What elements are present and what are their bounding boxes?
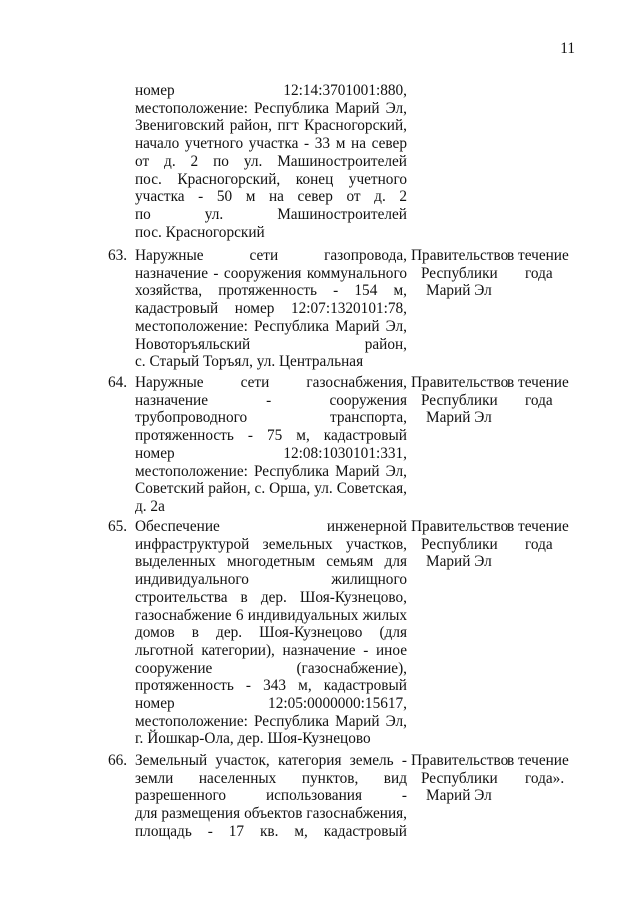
entry-number: 65. bbox=[108, 518, 128, 535]
text-line: от д. 2 по ул. Машиностроителей bbox=[135, 152, 407, 170]
text-line: трубопроводного транспорта, bbox=[135, 409, 407, 427]
text-line: д. 2а bbox=[135, 497, 165, 515]
text-line: назначение - сооружения коммунального bbox=[135, 264, 407, 282]
text-line: протяженность - 75 м, кадастровый bbox=[135, 427, 407, 445]
deadline-line: в течение bbox=[507, 247, 569, 264]
text-line: газоснабжение 6 индивидуальных жилых bbox=[135, 606, 407, 624]
text-line: номер 12:14:3701001:880, bbox=[135, 82, 407, 99]
text-line: Земельный участок, категория земель - bbox=[135, 752, 407, 769]
entry-description bbox=[135, 247, 407, 371]
text-line: номер 12:08:1030101:331, bbox=[135, 444, 407, 462]
continuation-text bbox=[135, 82, 407, 241]
deadline-line: в течение bbox=[507, 518, 569, 535]
page-number: 11 bbox=[560, 40, 575, 57]
text-line: с. Старый Торъял, ул. Центральная bbox=[135, 353, 364, 371]
org-line: Республики bbox=[421, 391, 498, 409]
text-line: выделенных многодетным семьям для bbox=[135, 553, 407, 571]
text-line: строительства в дер. Шоя-Кузнецово, bbox=[135, 588, 407, 606]
text-line: Наружные сети газоснабжения, bbox=[135, 374, 407, 391]
deadline-line: в течение bbox=[507, 752, 569, 769]
entry-number: 64. bbox=[108, 374, 128, 391]
org-line: Правительство bbox=[411, 374, 509, 391]
text-line: местоположение: Республика Марий Эл, bbox=[135, 462, 407, 480]
org-line: Республики bbox=[421, 264, 498, 282]
text-line: хозяйства, протяженность - 154 м, bbox=[135, 282, 407, 300]
text-line: индивидуального жилищного bbox=[135, 571, 407, 589]
org-line: Марий Эл bbox=[426, 553, 492, 571]
text-line: домов в дер. Шоя-Кузнецово (для bbox=[135, 624, 407, 642]
text-line: Звениговский район, пгт Красногорский, bbox=[135, 117, 407, 135]
entry-number: 63. bbox=[108, 247, 128, 264]
text-line: площадь - 17 кв. м, кадастровый bbox=[135, 822, 407, 840]
text-line: разрешенного использования - bbox=[135, 787, 407, 805]
entry-description bbox=[135, 518, 407, 748]
text-line: пос. Красногорский bbox=[135, 223, 265, 241]
text-line: назначение - сооружения bbox=[135, 391, 407, 409]
deadline-line: года bbox=[525, 535, 553, 553]
text-line: участка - 50 м на север от д. 2 bbox=[135, 188, 407, 206]
text-line: пос. Красногорский, конец учетного bbox=[135, 170, 407, 188]
text-line: для размещения объектов газоснабжения, bbox=[135, 805, 407, 823]
text-line: по ул. Машиностроителей bbox=[135, 205, 407, 223]
org-line: Республики bbox=[421, 535, 498, 553]
org-line: Правительство bbox=[411, 247, 509, 264]
org-line: Марий Эл bbox=[426, 787, 492, 805]
text-line: Наружные сети газопровода, bbox=[135, 247, 407, 264]
text-line: номер 12:05:0000000:15617, bbox=[135, 695, 407, 713]
text-line: Советский район, с. Орша, ул. Советская, bbox=[135, 480, 407, 498]
entry-number: 66. bbox=[108, 752, 128, 769]
deadline-line: года bbox=[525, 264, 553, 282]
text-line: г. Йошкар-Ола, дер. Шоя-Кузнецово bbox=[135, 730, 371, 748]
entry-description bbox=[135, 752, 407, 841]
text-line: кадастровый номер 12:07:1320101:78, bbox=[135, 300, 407, 318]
org-line: Марий Эл bbox=[426, 409, 492, 427]
text-line: льготной категории), назначение - иное bbox=[135, 641, 407, 659]
deadline-line: в течение bbox=[507, 374, 569, 391]
text-line: сооружение (газоснабжение), bbox=[135, 659, 407, 677]
deadline-line: года». bbox=[525, 769, 565, 787]
org-line: Республики bbox=[421, 769, 498, 787]
text-line: местоположение: Республика Марий Эл, bbox=[135, 712, 407, 730]
org-line: Правительство bbox=[411, 752, 509, 769]
text-line: земли населенных пунктов, вид bbox=[135, 769, 407, 787]
org-line: Правительство bbox=[411, 518, 509, 535]
org-line: Марий Эл bbox=[426, 282, 492, 300]
text-line: местоположение: Республика Марий Эл, bbox=[135, 99, 407, 117]
deadline-line: года bbox=[525, 391, 553, 409]
entry-description bbox=[135, 374, 407, 516]
text-line: инфраструктурой земельных участков, bbox=[135, 535, 407, 553]
text-line: Обеспечение инженерной bbox=[135, 518, 407, 535]
text-line: Новоторъяльский район, bbox=[135, 335, 407, 353]
text-line: местоположение: Республика Марий Эл, bbox=[135, 317, 407, 335]
text-line: начало учетного участка - 33 м на север bbox=[135, 135, 407, 153]
text-line: протяженность - 343 м, кадастровый bbox=[135, 677, 407, 695]
